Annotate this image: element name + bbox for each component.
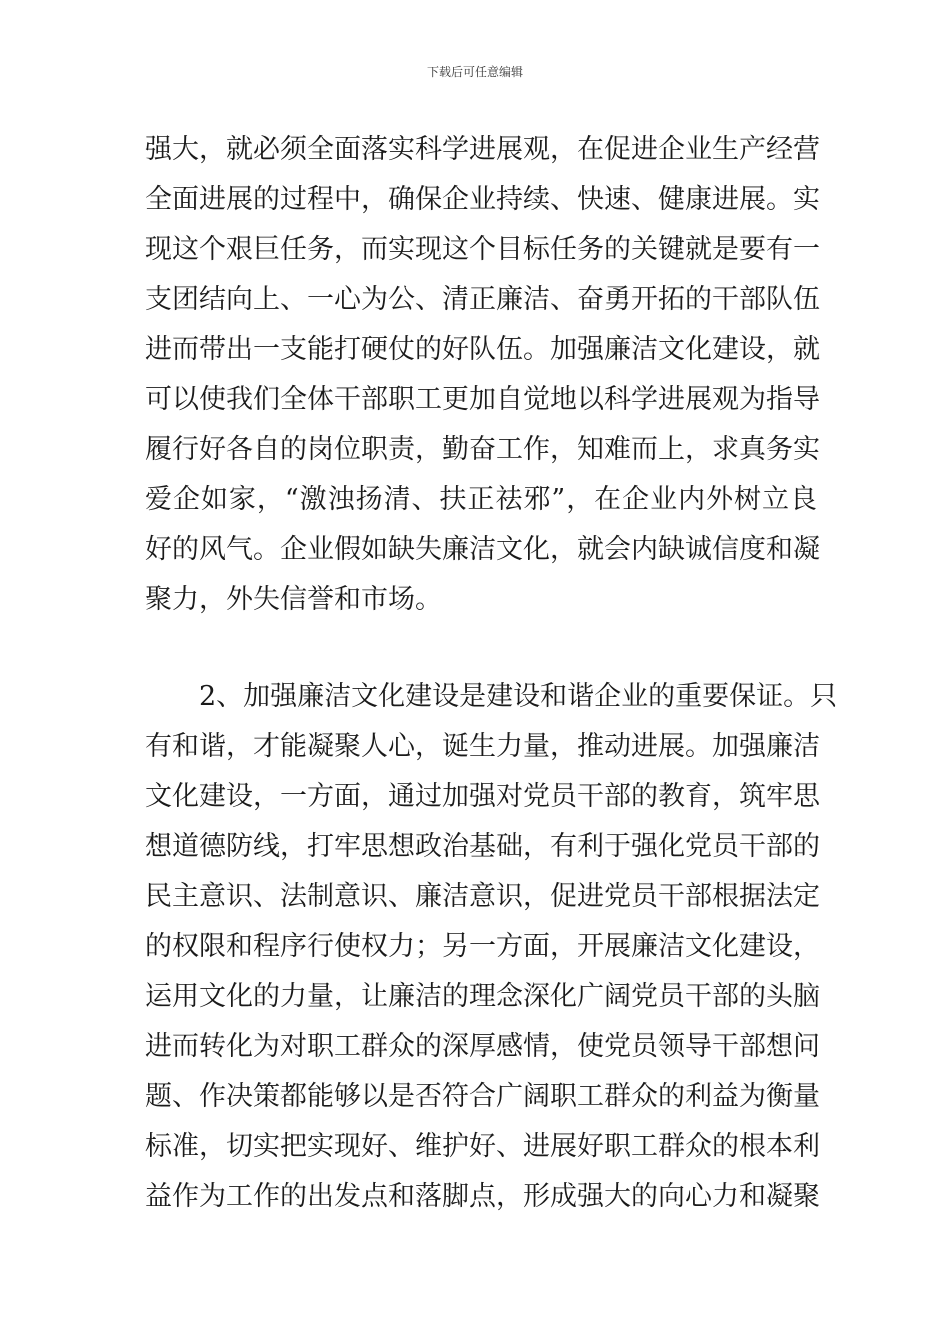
text-line: 题、作决策都能够以是否符合广阔职工群众的利益为衡量 [145, 1081, 820, 1112]
text-line: 强大，就必须全面落实科学进展观，在促进企业生产经营 [145, 134, 820, 165]
text-line: 益作为工作的出发点和落脚点，形成强大的向心力和凝聚 [145, 1181, 820, 1212]
text-line: 支团结向上、一心为公、清正廉洁、奋勇开拓的干部队伍 [145, 284, 820, 315]
text-line: 聚力，外失信誉和市场。 [145, 584, 442, 615]
text-line: 有和谐，才能凝聚人心，诞生力量，推动进展。加强廉洁 [145, 731, 820, 762]
text-line: 的权限和程序行使权力；另一方面，开展廉洁文化建设， [145, 931, 820, 962]
text-line: 全面进展的过程中，确保企业持续、快速、健康进展。实 [145, 184, 820, 215]
text-line: 想道德防线，打牢思想政治基础，有利于强化党员干部的 [145, 831, 820, 862]
page-header: 下载后可任意编辑 [426, 65, 523, 79]
text-line: 进而带出一支能打硬仗的好队伍。加强廉洁文化建设，就 [145, 334, 820, 365]
text-line: 标准，切实把实现好、维护好、进展好职工群众的根本利 [145, 1131, 820, 1162]
text-line: 进而转化为对职工群众的深厚感情，使党员领导干部想问 [145, 1031, 820, 1062]
text-line: 履行好各自的岗位职责，勤奋工作，知难而上，求真务实 [145, 434, 820, 465]
text-line: 可以使我们全体干部职工更加自觉地以科学进展观为指导 [145, 384, 820, 415]
text-line: 2、加强廉洁文化建设是建设和谐企业的重要保证。只 [199, 681, 838, 712]
text-line: 民主意识、法制意识、廉洁意识，促进党员干部根据法定 [145, 881, 820, 912]
text-line: 运用文化的力量，让廉洁的理念深化广阔党员干部的头脑 [145, 981, 820, 1012]
text-line: 现这个艰巨任务，而实现这个目标任务的关键就是要有一 [145, 234, 820, 265]
text-line: 文化建设，一方面，通过加强对党员干部的教育，筑牢思 [145, 781, 820, 812]
text-line: 好的风气。企业假如缺失廉洁文化，就会内缺诚信度和凝 [145, 534, 820, 565]
text-line: 爱企如家，“激浊扬清、扶正祛邪”，在企业内外树立良 [145, 484, 817, 515]
